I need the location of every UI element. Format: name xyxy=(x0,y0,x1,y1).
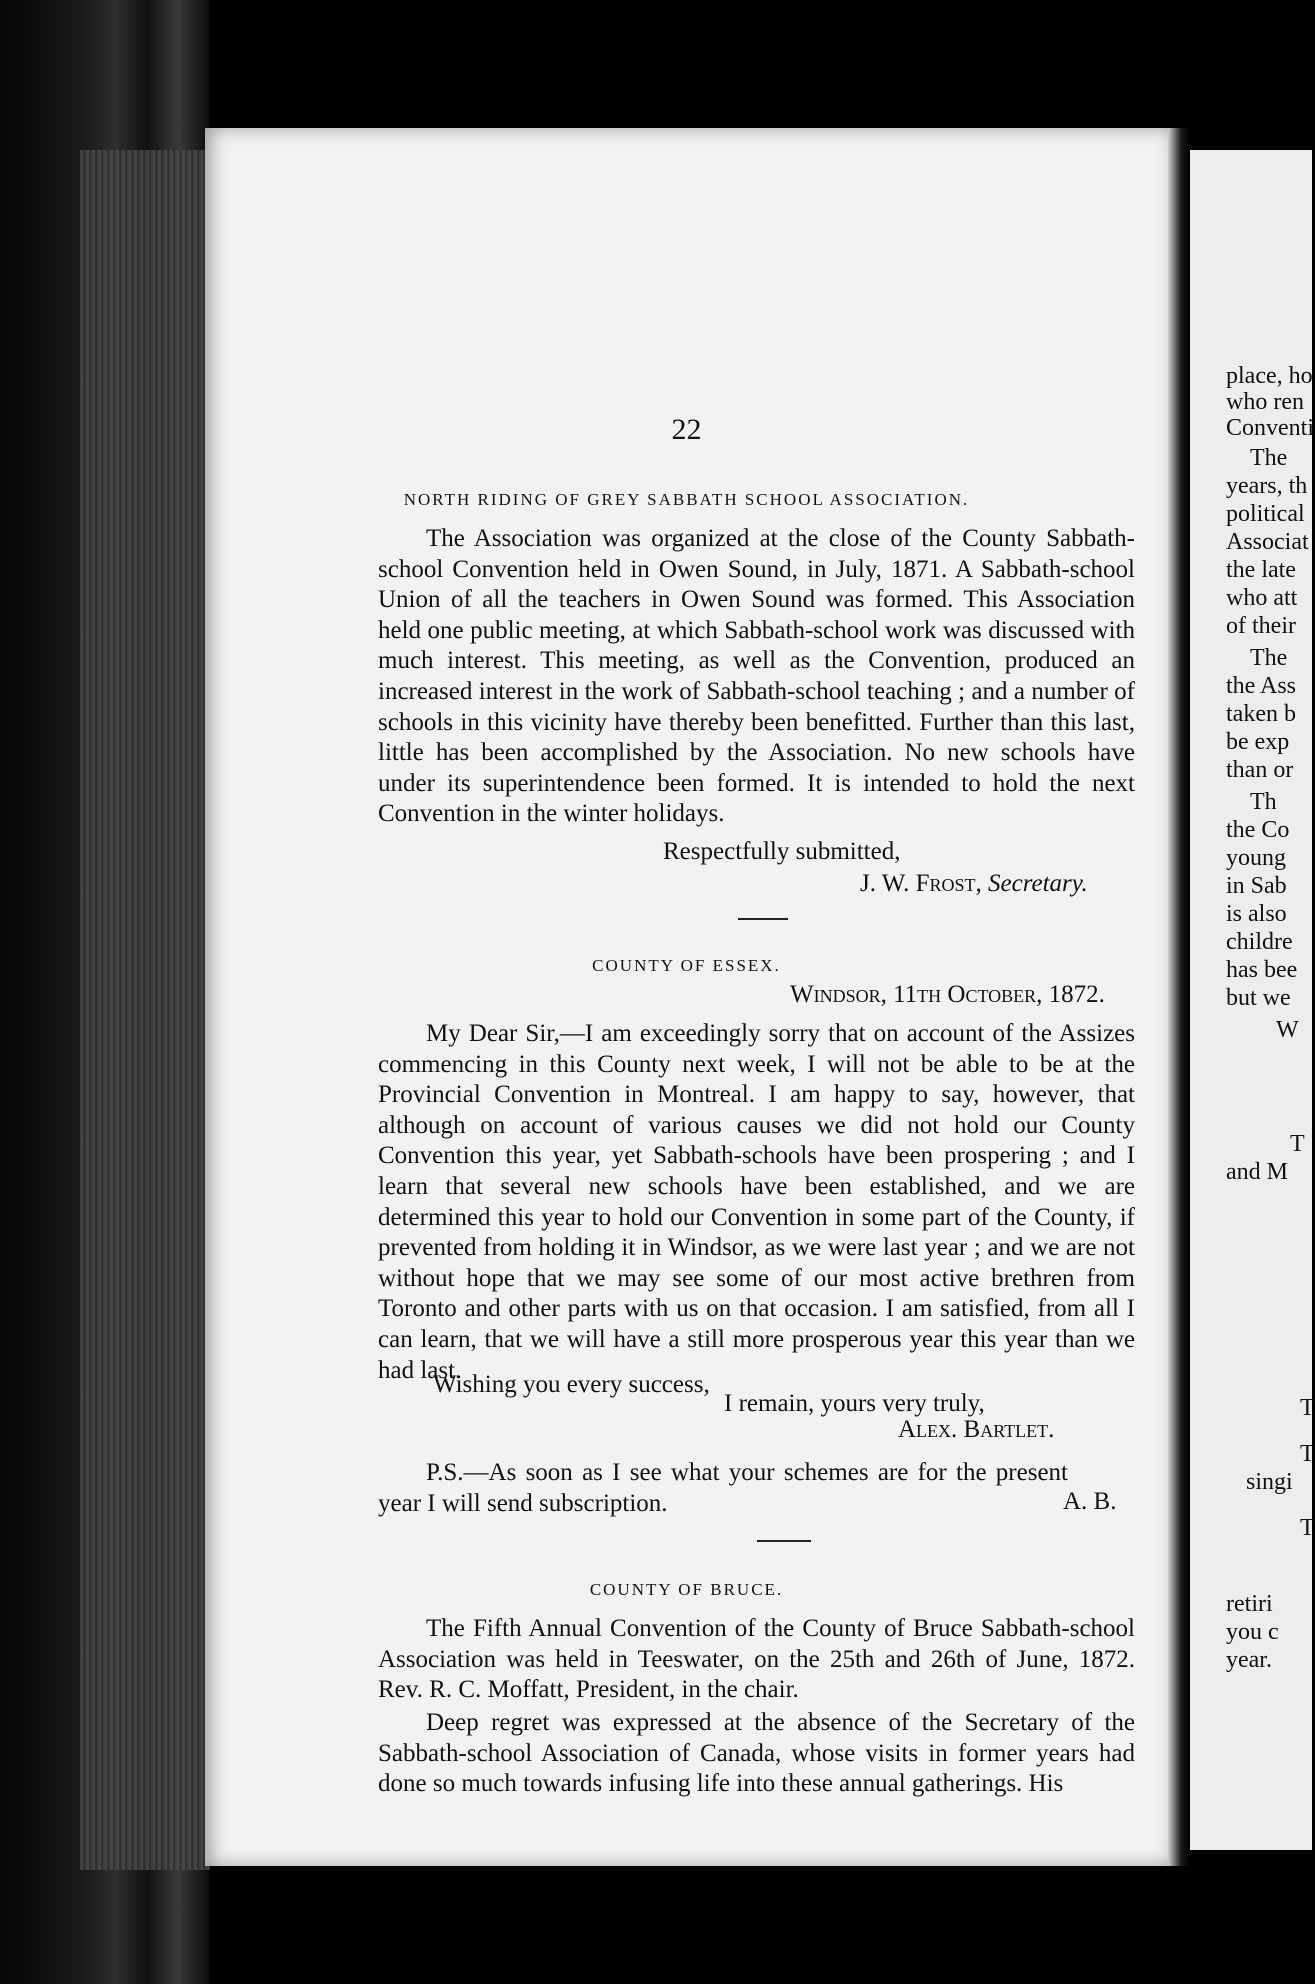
facing-line: is also xyxy=(1226,901,1287,927)
section-heading-grey: NORTH RIDING OF GREY SABBATH SCHOOL ASSOCIATION. xyxy=(403,490,970,509)
divider xyxy=(738,918,788,920)
facing-line: T xyxy=(1300,1515,1315,1541)
grey-signature xyxy=(860,870,1088,898)
facing-line: young xyxy=(1226,845,1286,871)
book-gutter xyxy=(1168,128,1190,1866)
facing-line: years, th xyxy=(1226,473,1308,499)
page-edges xyxy=(80,150,210,1870)
facing-page xyxy=(1190,150,1315,1850)
facing-line: T xyxy=(1290,1131,1305,1157)
facing-line: Conventi xyxy=(1226,415,1314,441)
facing-line: has bee xyxy=(1226,957,1298,983)
section-heading-bruce: COUNTY OF BRUCE. xyxy=(589,1580,784,1599)
page-number: 22 xyxy=(671,413,702,446)
facing-line: the late xyxy=(1226,557,1296,583)
facing-line: retiri xyxy=(1226,1591,1273,1617)
facing-line: you c xyxy=(1226,1619,1279,1645)
facing-line: be exp xyxy=(1226,729,1290,755)
essex-ps-initials: A. B. xyxy=(1063,1488,1117,1515)
bruce-para1: The Fifth Annual Convention of the County of Bruce Sabbath-school Association was held in Teeswater, on the 25th and 26th of June, 1872. Rev. R. C. Moffatt, President, in the chair. xyxy=(378,1615,1135,1704)
essex-body: My Dear Sir,—I am exceedingly sorry that on account of the Assizes commencing in this County next week, I will not be able to be at the Provincial Convention in Montreal. I am happy to say, however, that although on account of various causes we did not hold our County Convention this year, yet Sabbath-schools have been prospering ; and I learn that several new schools have been established, and we are determined this year to hold our Convention in some part of the County, if prevented from holding it in Windsor, as we were last year ; and we are not without hope that we may see some of our most active brethren from Toronto and other parts with us on that occasion. I am satisfied, from all I can learn, that we will have a still more prosperous year this year than we had last. xyxy=(378,1020,1135,1384)
facing-line: The xyxy=(1250,645,1288,671)
grey-signature-title: Secretary. xyxy=(988,870,1088,897)
facing-line: political xyxy=(1226,501,1305,527)
essex-remain: I remain, yours very truly, xyxy=(724,1390,985,1417)
section-heading-essex: COUNTY OF ESSEX. xyxy=(592,956,781,975)
facing-line: W xyxy=(1276,1017,1299,1043)
facing-line: and M xyxy=(1226,1159,1288,1185)
book-page xyxy=(205,128,1168,1866)
facing-line: T xyxy=(1300,1441,1315,1467)
facing-line: taken b xyxy=(1226,701,1296,727)
facing-line: Associat xyxy=(1226,529,1309,555)
facing-line: the Ass xyxy=(1226,673,1297,699)
facing-line: but we xyxy=(1226,985,1291,1011)
divider xyxy=(757,1540,811,1542)
essex-signature: Alex. Bartlet. xyxy=(898,1416,1055,1443)
facing-line: childre xyxy=(1226,929,1293,955)
facing-line: of their xyxy=(1226,613,1296,639)
essex-ps: P.S.—As soon as I see what your schemes are for the present year I will send subscription. xyxy=(378,1459,1068,1517)
bruce-para2: Deep regret was expressed at the absence of the Secretary of the Sabbath-school Association of Canada, whose visits in former years had done so much towards infusing life into these annual gatherings. His xyxy=(378,1709,1135,1798)
facing-line: Th xyxy=(1250,789,1277,815)
facing-line: The xyxy=(1250,445,1288,471)
facing-line: who att xyxy=(1226,585,1298,611)
essex-dateline: Windsor, 11th October, 1872. xyxy=(790,981,1105,1008)
facing-line: singi xyxy=(1246,1469,1293,1495)
facing-line: the Co xyxy=(1226,817,1290,843)
grey-closing: Respectfully submitted, xyxy=(663,838,901,865)
facing-line: in Sab xyxy=(1226,873,1287,899)
facing-line: T xyxy=(1300,1395,1315,1421)
facing-line: who ren xyxy=(1226,389,1304,415)
facing-line: than or xyxy=(1226,757,1294,783)
grey-signature-name: J. W. Frost, xyxy=(860,870,982,897)
facing-line: place, ho xyxy=(1226,363,1313,389)
grey-body: The Association was organized at the close of the County Sabbath-school Convention held in Owen Sound, in July, 1871. A Sabbath-school Union of all the teachers in Owen Sound was formed. This Association held one public meeting, at which Sabbath-school work was discussed with much interest. This meeting, as well as the Convention, produced an increased interest in the work of Sabbath-school teaching ; and a number of schools in this vicinity have thereby been benefitted. Further than this last, little has been accomplished by the Association. No new schools have under its superintendence been formed. It is intended to hold the next Convention in the winter holidays. xyxy=(378,525,1135,828)
essex-wishing: Wishing you every success, xyxy=(433,1371,710,1398)
facing-line: year. xyxy=(1226,1647,1272,1673)
